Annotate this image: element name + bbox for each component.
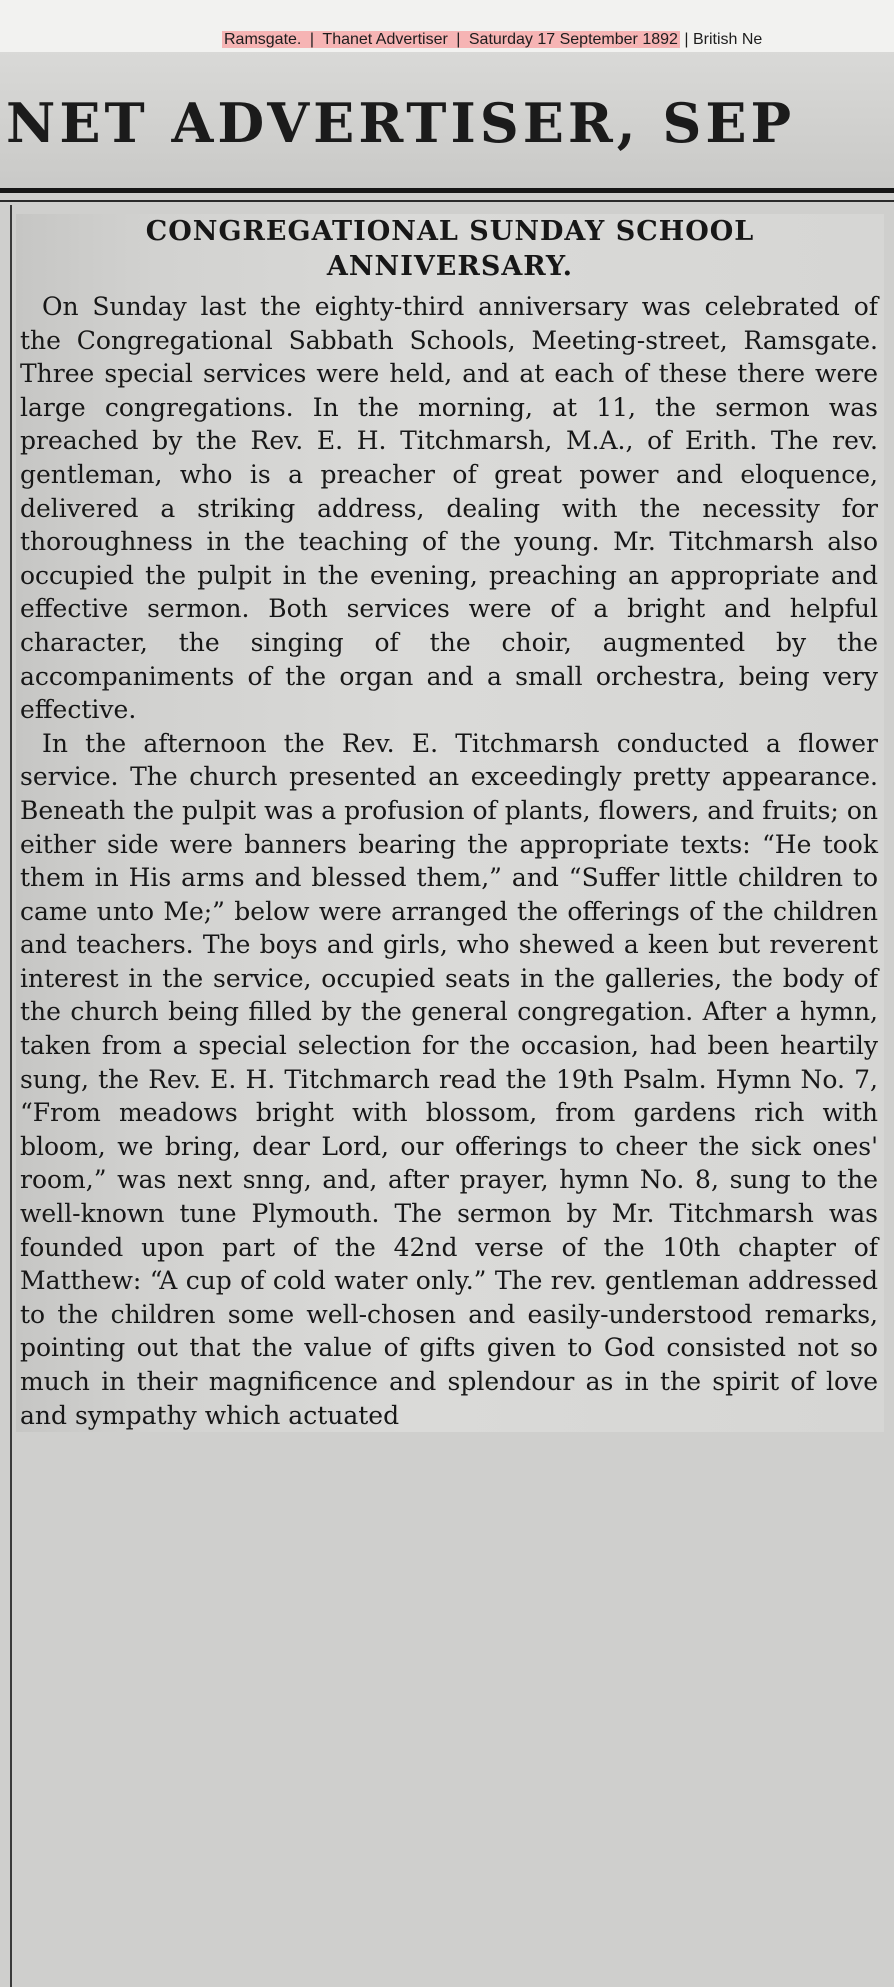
article-paragraph: In the afternoon the Rev. E. Titchmarsh conducted a flower service. The church presented an exceedingly pretty appearance. Beneath the pulpit was a profusion of plants, flowers, and fruits; on either side were banners bearing the appropriate texts: “He took them in His arms and blessed them,” and “Suffer little children to came unto Me;” below were arranged the offerings of the children and teachers. The boys and girls, who shewed a keen but reverent interest in the service, occupied seats in the galleries, the body of the church being filled by the general congregation. After a hymn, taken from a special selection for the occasion, had been heartily sung, the Rev. E. H. Titchmarch read the 19th Psalm. Hymn No. 7, “From meadows bright with blossom, from gardens rich with bloom, we bring, dear Lord, our offerings to cheer the sick ones' room,” was next snng, and, after prayer, hymn No. 8, sung to the well-known tune Plymouth. The sermon by Mr. Titchmarsh was founded upon part of the 42nd verse of the 10th chapter of Matthew: “A cup of cold water only.” The rev. gentleman addressed to the children some well-chosen and easily-understood remarks, pointing out that the value of gifts given to God consisted not so much in their magnificence and splendour as in the spirit of love and sympathy which actuated bbox=[20, 728, 878, 1430]
article-paragraph: On Sunday last the eighty-third anniversary was celebrated of the Congregational Sabbath Schools, Meeting-street, Ramsgate. Three special services were held, and at each of these there were large congregations. In the morning, at 11, the sermon was preached by the Rev. E. H. Titchmarsh, M.A., of Erith. The rev. gentleman, who is a preacher of great power and eloquence, delivered a striking address, dealing with the necessity for thoroughness in the teaching of the young. Mr. Titchmarsh also occupied the pulpit in the evening, preaching an appropriate and effective sermon. Both services were of a bright and helpful character, the singing of the choir, augmented by the accompaniments of the organ and a small orchestra, being very effective. bbox=[20, 292, 878, 725]
masthead-rule-thin bbox=[0, 200, 894, 202]
masthead-title: NET ADVERTISER, SEP bbox=[6, 91, 796, 155]
citation-source: British Ne bbox=[692, 31, 763, 48]
citation-separator: | bbox=[305, 31, 319, 48]
masthead-rule bbox=[0, 188, 894, 193]
column-rule bbox=[10, 205, 12, 1987]
citation-separator: | bbox=[679, 31, 693, 48]
article bbox=[16, 214, 884, 1432]
citation-place: Ramsgate. bbox=[224, 31, 302, 48]
article-headline: CONGREGATIONAL SUNDAY SCHOOL ANNIVERSARY. bbox=[145, 216, 755, 282]
citation-text bbox=[222, 28, 762, 52]
citation-date: Saturday 17 September 1892 bbox=[468, 31, 678, 48]
citation-paper: Thanet Advertiser bbox=[322, 31, 448, 48]
citation-separator: | bbox=[451, 31, 465, 48]
